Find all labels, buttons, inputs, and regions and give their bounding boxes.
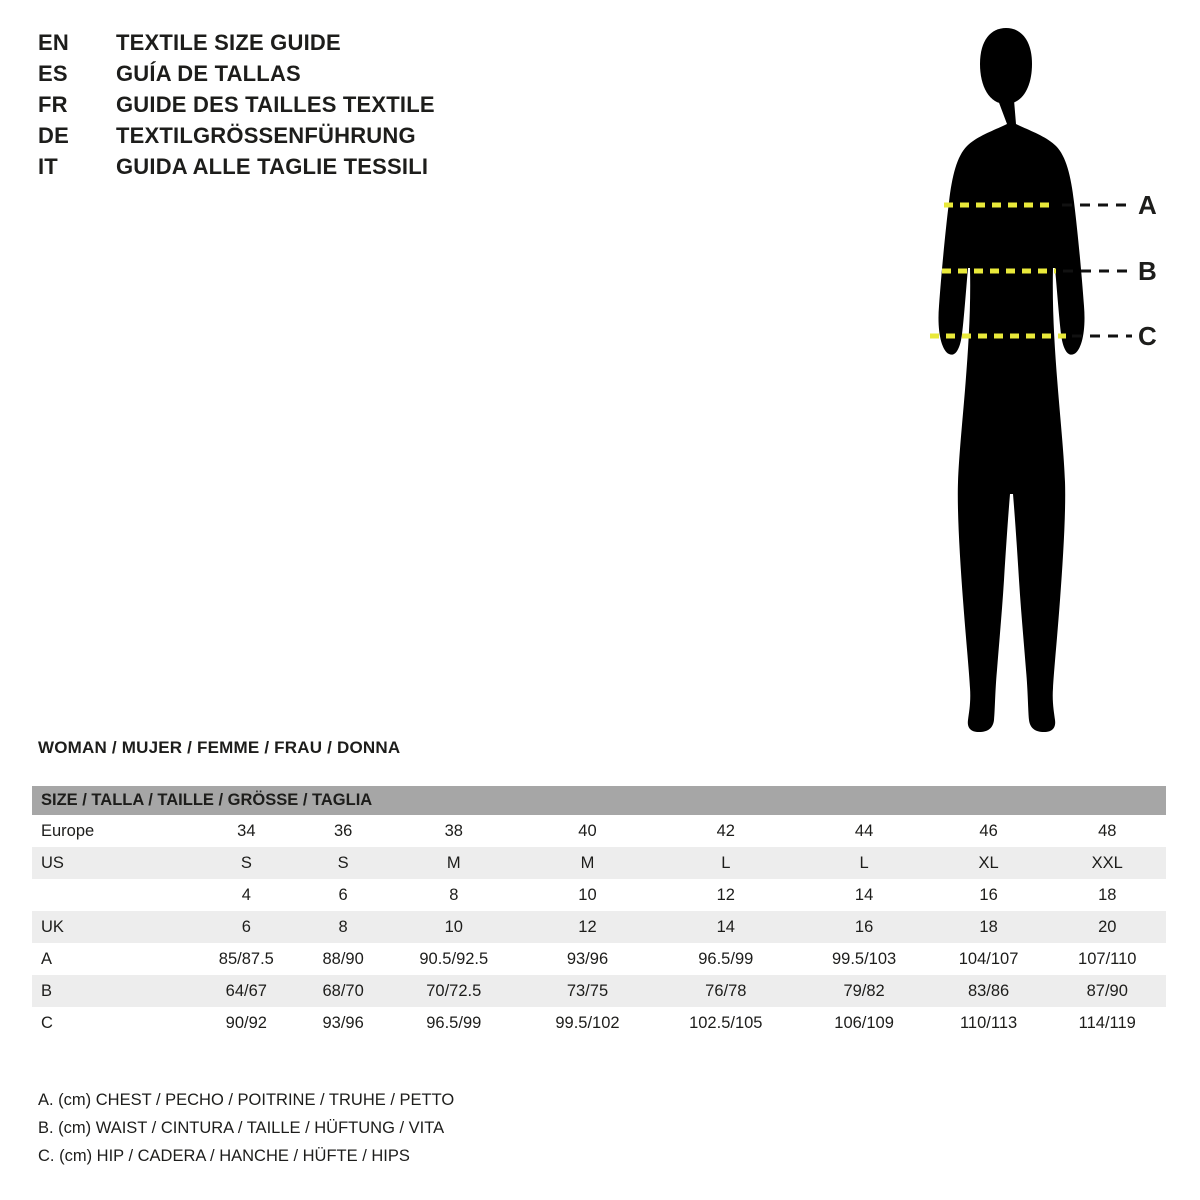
table-row <box>32 1007 1166 1039</box>
table-cell: 70/72.5 <box>385 975 523 1007</box>
language-row <box>38 154 598 185</box>
table-row <box>32 943 1166 975</box>
measure-label-c: C <box>1138 321 1157 351</box>
table-cell: 64/67 <box>191 975 302 1007</box>
table-cell: 99.5/102 <box>523 1007 652 1039</box>
language-code: EN <box>38 30 69 55</box>
table-cell: 46 <box>929 815 1049 847</box>
row-label <box>32 879 191 911</box>
table-cell: XXL <box>1049 847 1166 879</box>
silhouette-shape <box>938 28 1084 732</box>
measure-label-b: B <box>1138 256 1157 286</box>
table-cell: 4 <box>191 879 302 911</box>
table-cell: 114/119 <box>1049 1007 1166 1039</box>
size-table <box>32 786 1166 1039</box>
language-code: IT <box>38 154 58 179</box>
table-cell: 40 <box>523 815 652 847</box>
measure-label-a: A <box>1138 190 1157 220</box>
table-cell: 104/107 <box>929 943 1049 975</box>
table-cell: 93/96 <box>523 943 652 975</box>
table-cell: 79/82 <box>800 975 929 1007</box>
table-caption: WOMAN / MUJER / FEMME / FRAU / DONNA <box>38 738 401 757</box>
language-row <box>38 123 598 154</box>
table-cell: 18 <box>929 911 1049 943</box>
table-cell: 48 <box>1049 815 1166 847</box>
table-cell: 10 <box>385 911 523 943</box>
table-cell: 90.5/92.5 <box>385 943 523 975</box>
table-row <box>32 815 1166 847</box>
table-cell: L <box>800 847 929 879</box>
language-code: FR <box>38 92 68 117</box>
table-cell: 42 <box>652 815 800 847</box>
table-cell: 8 <box>385 879 523 911</box>
table-cell: 76/78 <box>652 975 800 1007</box>
row-label: C <box>32 1007 191 1039</box>
table-cell: 83/86 <box>929 975 1049 1007</box>
table-cell: 8 <box>302 911 385 943</box>
table-cell: L <box>652 847 800 879</box>
row-label: UK <box>32 911 191 943</box>
table-cell: 12 <box>652 879 800 911</box>
table-row <box>32 911 1166 943</box>
language-title: TEXTILE SIZE GUIDE <box>116 30 341 55</box>
language-code: DE <box>38 123 69 148</box>
row-label: Europe <box>32 815 191 847</box>
table-cell: 38 <box>385 815 523 847</box>
language-title: GUIDA ALLE TAGLIE TESSILI <box>116 154 429 179</box>
language-title-block <box>38 30 598 185</box>
female-silhouette-figure <box>860 20 1180 740</box>
table-cell: 12 <box>523 911 652 943</box>
table-cell: 88/90 <box>302 943 385 975</box>
footnotes-block <box>38 1086 454 1170</box>
table-cell: 6 <box>302 879 385 911</box>
table-row <box>32 847 1166 879</box>
row-label: B <box>32 975 191 1007</box>
language-row <box>38 30 598 61</box>
table-cell: 44 <box>800 815 929 847</box>
table-cell: S <box>191 847 302 879</box>
language-title: GUÍA DE TALLAS <box>116 61 301 86</box>
footnote-chest: A. (cm) CHEST / PECHO / POITRINE / TRUHE / PETTO <box>38 1091 455 1109</box>
language-code: ES <box>38 61 68 86</box>
table-cell: 36 <box>302 815 385 847</box>
language-row <box>38 92 598 123</box>
table-cell: M <box>523 847 652 879</box>
table-cell: 34 <box>191 815 302 847</box>
table-cell: 99.5/103 <box>800 943 929 975</box>
table-header-row <box>32 786 1166 815</box>
table-cell: S <box>302 847 385 879</box>
footnote-waist: B. (cm) WAIST / CINTURA / TAILLE / HÜFTUNG / VITA <box>38 1119 445 1137</box>
table-row <box>32 879 1166 911</box>
table-cell: 85/87.5 <box>191 943 302 975</box>
language-row <box>38 61 598 92</box>
table-cell: XL <box>929 847 1049 879</box>
table-cell: 16 <box>800 911 929 943</box>
table-cell: 87/90 <box>1049 975 1166 1007</box>
table-cell: 107/110 <box>1049 943 1166 975</box>
table-cell: M <box>385 847 523 879</box>
table-cell: 73/75 <box>523 975 652 1007</box>
table-cell: 14 <box>800 879 929 911</box>
table-cell: 6 <box>191 911 302 943</box>
row-label: A <box>32 943 191 975</box>
table-row <box>32 975 1166 1007</box>
footnote-hip: C. (cm) HIP / CADERA / HANCHE / HÜFTE / HIPS <box>38 1147 410 1165</box>
table-cell: 106/109 <box>800 1007 929 1039</box>
language-title: GUIDE DES TAILLES TEXTILE <box>116 92 435 117</box>
table-cell: 68/70 <box>302 975 385 1007</box>
table-cell: 90/92 <box>191 1007 302 1039</box>
table-cell: 14 <box>652 911 800 943</box>
table-cell: 96.5/99 <box>385 1007 523 1039</box>
table-cell: 16 <box>929 879 1049 911</box>
table-cell: 102.5/105 <box>652 1007 800 1039</box>
language-title: TEXTILGRÖSSENFÜHRUNG <box>116 123 416 148</box>
table-cell: 10 <box>523 879 652 911</box>
silhouette-svg <box>860 20 1180 740</box>
table-cell: 110/113 <box>929 1007 1049 1039</box>
table-cell: 18 <box>1049 879 1166 911</box>
row-label: US <box>32 847 191 879</box>
table-cell: 93/96 <box>302 1007 385 1039</box>
table-cell: 96.5/99 <box>652 943 800 975</box>
table-header-label: SIZE / TALLA / TAILLE / GRÖSSE / TAGLIA <box>32 786 1166 815</box>
table-cell: 20 <box>1049 911 1166 943</box>
